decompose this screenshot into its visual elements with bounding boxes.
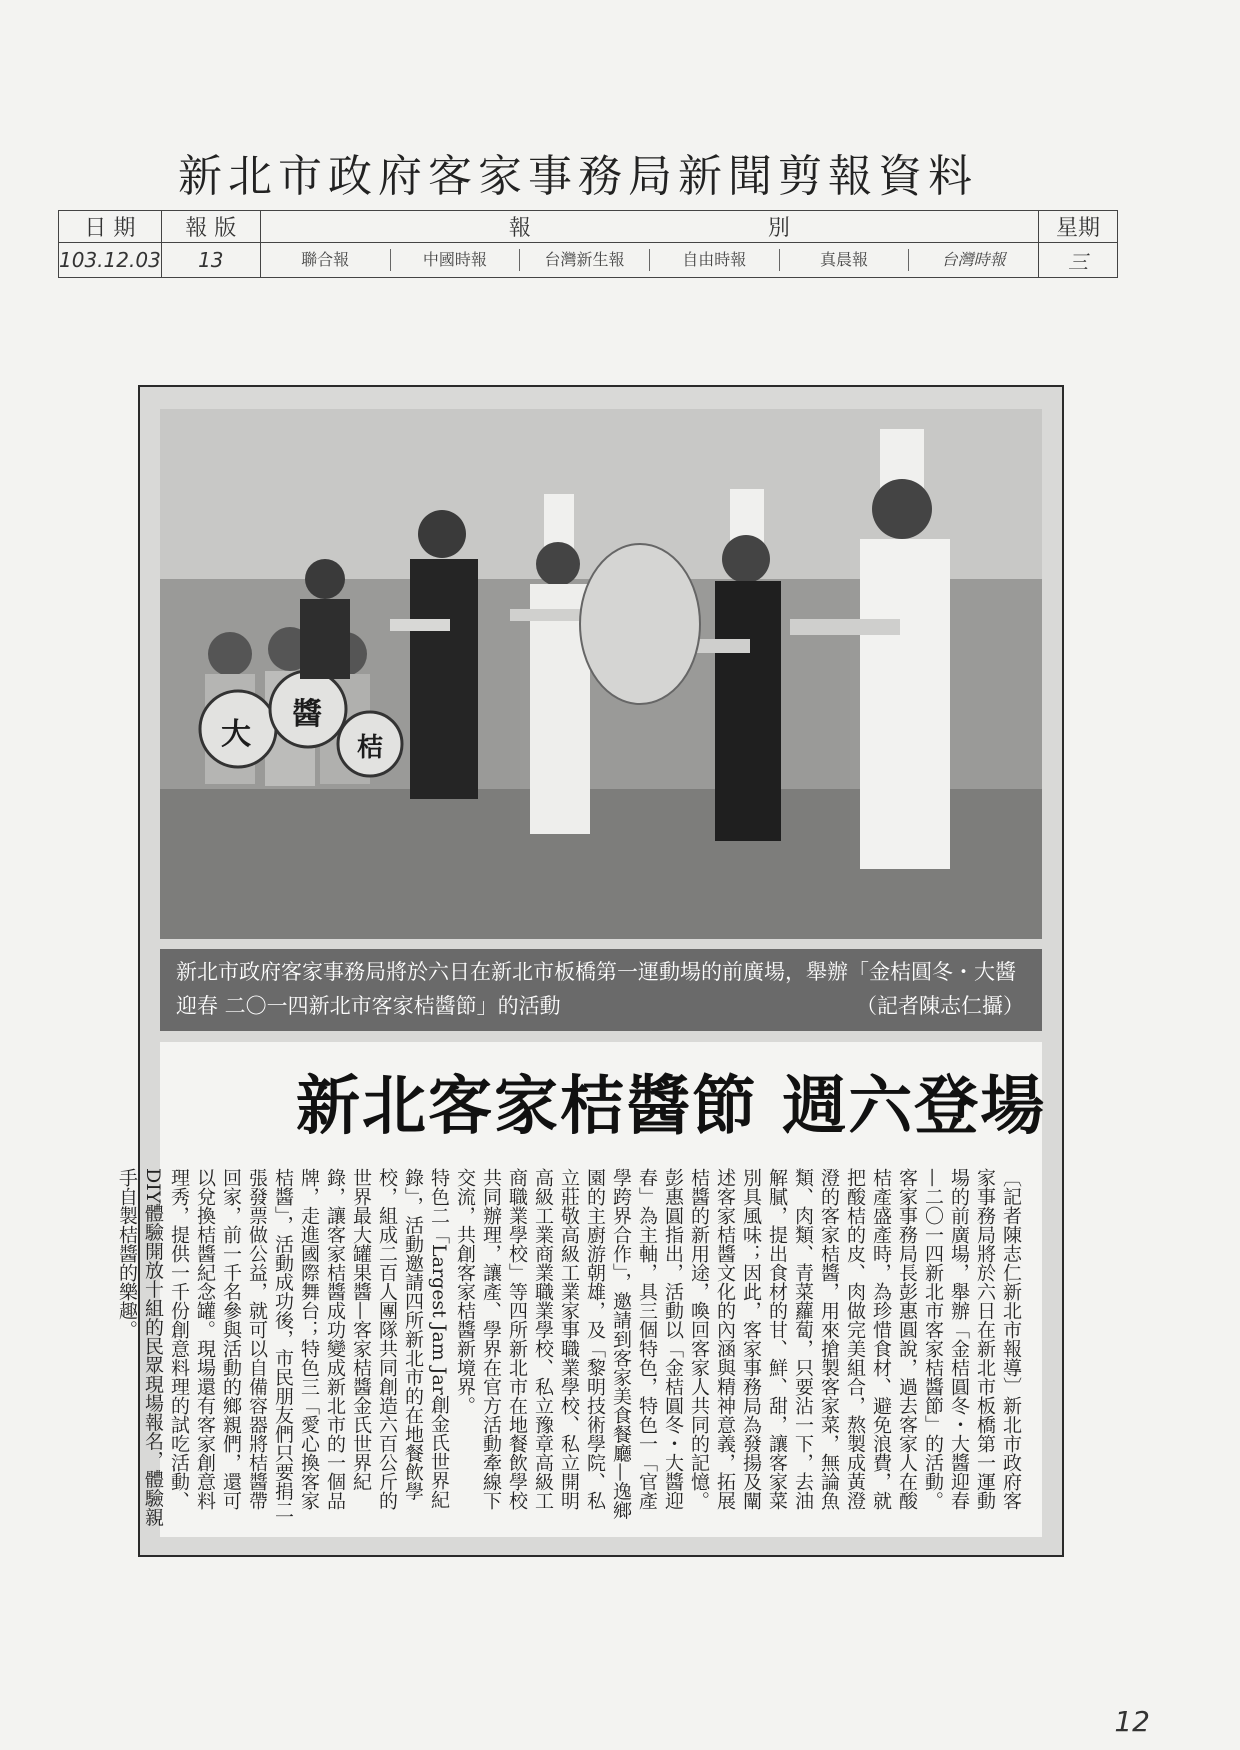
article-paragraph: 客家事務局長彭惠圓說，過去客家人在酸桔產盛產時，為珍惜食材、避免浪費，就把酸桔的皮、肉做完美組合，熬製成黃澄澄的客家桔醬，用來搶製客家菜，無論魚類、肉類、青菜蘿蔔，只要沾一下，去油解膩，提出食材的甘、鮮、甜，讓客家菜別具風味；因此，客家事務局為發揚及闡述客家桔醬文化的內涵與精神意義，拓展桔醬的新用途，喚回客家人共同的記憶。 [688, 1168, 918, 1510]
article-paragraph: 特色二「Largest Jam Jar創金氏世界紀錄」，活動邀請四所新北市的在地餐飲學校，組成二百人團隊共同創造六百公斤的世界最大罐果醬—客家桔醬金氏世界紀錄，讓客家桔醬成功變成新北市的一個品牌，走進國際舞台；特色三「愛心換客家桔醬」，活動成功後，市民朋友們只要捐二張發票做公益，就可以自備容器將桔醬帶回家，前一千名參與活動的鄉親們，還可以兌換桔醬紀念罐。現場還有客家創意料理秀，提供一千份創意料理的試吃活動、DIY體驗開放十組的民眾現場報名，體驗親手自製桔醬的樂趣。 [116, 1168, 450, 1527]
paper-options [260, 243, 1038, 278]
banner-char: 大 [221, 717, 251, 752]
article-paragraph: 彭惠圓指出，活動以「金桔圓冬・大醬迎春」為主軸，具三個特色，特色一「官產學跨界合作」，邀請到客家美食餐廳—逸鄉園的主廚游朝雄，及「黎明技術學院、私立莊敬高級工業家事職業學校、私立開明高級工業商業職業學校、私立豫章高級工商職業學校」等四所新北市在地餐飲學校共同辦理，讓產、學界在官方活動牽線下交流，共創客家桔醬新境界。 [454, 1168, 684, 1520]
page-number: 12 [1114, 1705, 1150, 1738]
banner-char: 醬 [292, 697, 322, 732]
paper-label: 報 [508, 216, 531, 241]
banner-char: 桔 [356, 733, 383, 763]
paper-option: 聯合報 [261, 249, 391, 271]
date-value: 103.12.03 [59, 243, 162, 278]
weekday-label: 星期 [1039, 211, 1118, 243]
event-photo [160, 409, 1042, 939]
newspaper-clipping [116, 385, 1064, 1557]
article-paragraph: 〔記者陳志仁新北市報導〕新北市政府客家事務局將於六日在新北市板橋第一運動場的前廣場，舉辦「金桔圓冬・大醬迎春—二〇一四新北市客家桔醬節」的活動。 [922, 1168, 1022, 1510]
article-headline: 新北客家桔醬節 週六登場 [296, 1070, 1047, 1144]
edition-label: 報 版 [161, 211, 260, 243]
selected-paper: 台灣時報 [941, 250, 1006, 269]
article-body-columns [114, 1048, 1047, 1528]
photo-caption-text: 新北市政府客家事務局將於六日在新北市板橋第一運動場的前廣場，舉辦「金桔圓冬・大醬迎春 二〇一四新北市客家桔醬節」的活動 [176, 960, 1016, 1018]
article [116, 1042, 1047, 1537]
paper-option: 中國時報 [391, 249, 521, 271]
article-body [116, 1048, 1047, 1528]
edition-value: 13 [161, 243, 260, 278]
paper-label-2: 別 [767, 216, 790, 241]
paper-option: 真晨報 [780, 249, 910, 271]
event-photo-illustration [160, 409, 1042, 939]
paper-option: 自由時報 [650, 249, 780, 271]
photo-credit: （記者陳志仁攝） [856, 994, 1024, 1018]
weekday-value: 三 [1039, 243, 1118, 278]
date-label: 日 期 [59, 211, 162, 243]
photo-caption [160, 949, 1042, 1031]
clipping-header-title: 新北市政府客家事務局新聞剪報資料 [178, 151, 978, 202]
paper-option: 台灣新生報 [520, 249, 650, 271]
paper-label-row [260, 211, 1038, 243]
clipping-info-table [58, 210, 1118, 278]
